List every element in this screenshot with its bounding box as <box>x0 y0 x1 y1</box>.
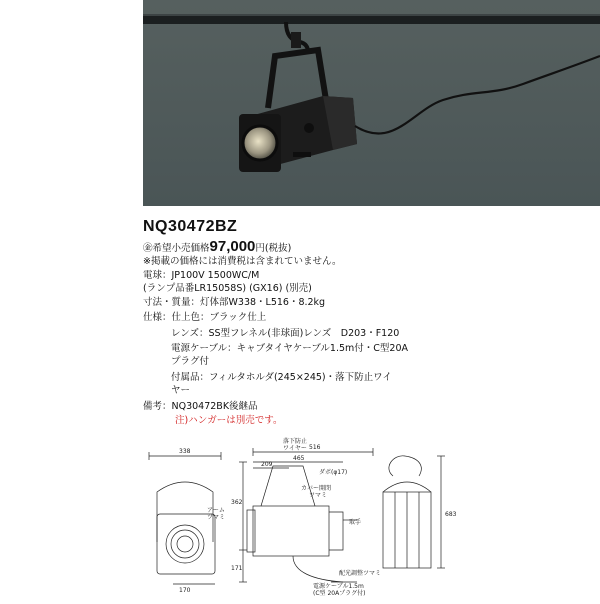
spotlight-photo-illustration <box>143 0 600 206</box>
label-cable-2: (C型 20Aプラグ付) <box>313 590 366 597</box>
model-number: NQ30472BZ <box>143 218 238 235</box>
spec-size-weight: 寸法・質量：灯体部W338・L516・8.2kg <box>143 297 326 308</box>
spec-accessory-2: ヤー <box>171 385 191 396</box>
label-cover-knob: カバー開閉 <box>301 485 332 492</box>
label-arm-knob-2: ツマミ <box>207 514 226 521</box>
label-dabo: ダボ(φ17) <box>319 469 348 476</box>
hanger-note: 注)ハンガーは別売です。 <box>175 415 283 426</box>
dim-683: 683 <box>445 511 457 518</box>
dim-170: 170 <box>179 587 191 594</box>
dimension-drawing <box>143 432 600 600</box>
price-prefix: ㊎希望小売価格 <box>143 243 210 254</box>
product-photo <box>143 0 600 206</box>
dim-209: 209 <box>261 461 273 468</box>
spec-cable-1: 電源ケーブル：キャブタイヤケーブル1.5m付・C型20A <box>171 343 409 354</box>
spec-finish: 仕様：仕上色：ブラック仕上 <box>143 312 267 323</box>
label-handle: 取手 <box>349 519 362 526</box>
dim-465: 465 <box>293 455 305 462</box>
label-cable: 電源ケーブル1.5m <box>313 583 364 590</box>
tax-note: ※掲載の価格には消費税は含まれていません。 <box>143 256 342 267</box>
label-arm-knob: アーム <box>207 507 225 514</box>
label-fall-wire: 落下防止 <box>283 438 308 445</box>
label-fall-wire-2: ワイヤー <box>283 445 307 452</box>
spec-cable-2: プラグ付 <box>171 356 210 367</box>
price-line <box>143 238 291 255</box>
spec-accessory-1: 付属品：フィルタホルダ(245×245)・落下防止ワイ <box>171 372 392 383</box>
label-light-adjust: 配光調整ツマミ <box>339 570 382 577</box>
dim-516: 516 <box>309 444 321 451</box>
technical-drawing <box>143 432 600 600</box>
price-suffix: 円(税抜) <box>255 243 292 254</box>
dim-338: 338 <box>179 448 191 455</box>
dim-171: 171 <box>231 565 243 572</box>
price-amount: 97,000 <box>209 238 256 255</box>
spec-bulb-2: (ランプ品番LR15058S) (GX16) (別売) <box>143 283 312 294</box>
label-cover-knob-2: ツマミ <box>309 492 328 499</box>
dim-362: 362 <box>231 499 243 506</box>
spec-remarks: 備考：NQ30472BK後継品 <box>143 401 258 412</box>
spec-bulb-1: 電球：JP100V 1500WC/M <box>143 270 260 281</box>
spec-lens: レンズ：SS型フレネル(非球面)レンズ D203・F120 <box>171 328 400 339</box>
